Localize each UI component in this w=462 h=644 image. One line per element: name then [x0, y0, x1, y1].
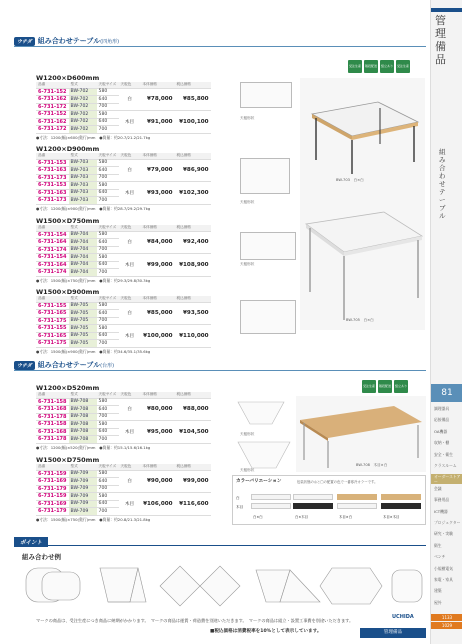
table-illustration: [300, 78, 425, 180]
table-row: 6-731-172 BW-702 700: [36, 126, 211, 134]
tabletop-shape-2: [240, 158, 290, 194]
section-title: 組み合わせテーブル(四角形): [37, 37, 120, 45]
sidebar-item[interactable]: 調理器具: [434, 406, 450, 411]
spec-note: ●寸法：1200(幅)×520(奥行)mm ●質量：約15.1/15.6/16.1kg: [36, 445, 151, 450]
color-variation-title: カラーバリエーション: [236, 479, 282, 484]
sidebar-item[interactable]: ICT機器: [434, 508, 448, 514]
photo-caption: BW-703 白×白: [336, 178, 364, 182]
color-combo-label: 白×白: [253, 515, 263, 519]
table-illustration: [296, 396, 426, 472]
color-label: 木目: [236, 505, 244, 509]
table-row: 6-731-159 BW-709 580 白 ¥90,000 ¥99,000: [36, 470, 211, 478]
sidebar-item[interactable]: OA機器: [434, 428, 448, 434]
spec-table: [36, 82, 211, 134]
color-swatch-wood: [381, 494, 421, 500]
size-heading: W1500×D750mm: [36, 217, 100, 225]
color-combo-label: 白×木目: [295, 515, 309, 519]
table-row: 6-731-155 BW-705 580 白 ¥85,000 ¥93,500: [36, 302, 211, 310]
table-row: 6-731-162 BW-702 640: [36, 96, 211, 104]
assembly-icon: 組立あり: [394, 380, 408, 393]
spec-table: [36, 225, 211, 277]
table-row: 6-731-168 BW-708 640: [36, 406, 211, 414]
table-header: 品番 型式 天板サイズ 天板色 本体価格 税込価格: [36, 225, 211, 231]
table-row: 6-731-179 BW-709 700: [36, 508, 211, 516]
color-variation-box: [232, 475, 426, 525]
tabletop-shape-1: [240, 82, 292, 108]
sidebar-item[interactable]: 収納・棚: [434, 440, 450, 446]
table-row: 6-731-154 BW-704 580 木目 ¥99,000 ¥108,900: [36, 254, 211, 262]
table-header: 品番 型式 天板サイズ 天板色 本体価格 税込価格: [36, 296, 211, 302]
size-heading: W1200×D600mm: [36, 74, 100, 82]
product-photo-square-1: [300, 78, 425, 180]
sidebar-item[interactable]: 会議: [434, 485, 442, 491]
table-row: 6-731-158 BW-708 580 木目 ¥95,000 ¥104,500: [36, 421, 211, 429]
color-combo-label: 木目×木目: [383, 515, 400, 519]
made-to-order-icon: 受注生産: [348, 60, 362, 73]
spec-note: ●寸法：1200(幅)×600(奥行)mm ●質量：約20.7/21.2/21.7kg: [36, 135, 151, 140]
color-swatch-white: [337, 503, 377, 509]
sidebar-item[interactable]: 研究・実験: [434, 531, 453, 537]
table-row: 6-731-158 BW-708 580 白 ¥80,000 ¥88,000: [36, 398, 211, 406]
section-header-trapezoid: [14, 360, 426, 371]
table-row: 6-731-159 BW-709 580 木目 ¥106,000 ¥116,600: [36, 493, 211, 501]
table-row: 6-731-169 BW-709 640: [36, 478, 211, 486]
color-swatch-white: [251, 503, 291, 509]
sidebar-item[interactable]: 事務用品: [434, 497, 450, 503]
table-row: 6-731-152 BW-702 580 白 ¥78,000 ¥85,800: [36, 88, 211, 96]
made-to-order-icon: 受注生産: [396, 60, 410, 73]
sidebar: [430, 0, 462, 644]
sidebar-item[interactable]: 安全・衛生: [434, 451, 453, 457]
table-row: 6-731-174 BW-704 700: [36, 246, 211, 254]
table-row: 6-731-179 BW-709 700: [36, 485, 211, 493]
page-range: 1029: [431, 622, 462, 629]
table-illustration: [300, 180, 425, 330]
point-bar: [14, 537, 426, 546]
point-tag: ポイント: [14, 537, 48, 547]
feature-icons: [362, 380, 408, 393]
tabletop-shape-3: [240, 232, 296, 260]
sidebar-item[interactable]: オーダーストアー: [431, 474, 462, 484]
table-row: 6-731-165 BW-705 640: [36, 332, 211, 340]
tabletop-label: 天板形状: [240, 432, 255, 436]
sidebar-accent: [431, 8, 462, 12]
product-photo-trapezoid: [296, 396, 426, 472]
color-combo-label: 木目×白: [339, 515, 353, 519]
tabletop-label: 天板形状: [240, 468, 255, 472]
sidebar-subtitle: 組み合わせテーブル: [439, 148, 446, 220]
tabletop-label: 天板形状: [240, 262, 255, 266]
feature-icons: [348, 60, 410, 73]
tax-note: ■税込価格は消費税率を10%として表示しています。: [210, 629, 322, 634]
spec-note: ●寸法：1500(幅)×750(奥行)mm ●質量：約29.3/29.8/30.3kg: [36, 278, 151, 283]
sidebar-item[interactable]: 建築: [434, 588, 442, 594]
sidebar-item[interactable]: 家電・家具: [434, 577, 453, 582]
sidebar-title: 管理備品: [435, 14, 446, 66]
table-row: 6-731-172 BW-702 700: [36, 103, 211, 111]
tabletop-shape-4: [240, 300, 296, 334]
section-header-square: [14, 36, 426, 47]
table-row: 6-731-178 BW-708 700: [36, 413, 211, 421]
sidebar-item[interactable]: 衛生: [434, 542, 442, 548]
color-swatch-white: [251, 494, 291, 500]
section-title: 組み合わせテーブル(台形): [37, 361, 115, 369]
color-swatch-white: [293, 494, 333, 500]
size-heading: W1200×D900mm: [36, 145, 100, 153]
made-to-order-icon: 受注生産: [362, 380, 376, 393]
spec-note: ●寸法：1200(幅)×900(奥行)mm ●質量：約28.7/29.2/29.7kg: [36, 206, 151, 211]
table-row: 6-731-153 BW-703 580 木目 ¥93,000 ¥102,300: [36, 182, 211, 190]
table-row: 6-731-178 BW-708 700: [36, 436, 211, 444]
product-photo-square-2: [300, 180, 425, 330]
table-row: 6-731-164 BW-704 640: [36, 239, 211, 247]
table-header: 品番 型式 天板サイズ 天板色 本体価格 税込価格: [36, 153, 211, 159]
sidebar-item[interactable]: 小規模電気: [434, 565, 453, 571]
spec-table: [36, 153, 211, 205]
spec-note: ●寸法：1500(幅)×900(奥行)mm ●質量：約34.6/35.1/35.6kg: [36, 349, 151, 354]
footer-legend: マークの商品は、受注生産につき商品に納期がかかります。 マークの商品は運賃・荷造費を別途いただきます。 マークの商品は組立・設置工事費を別途いただきます。: [36, 618, 354, 623]
tabletop-shape-5: [236, 398, 286, 428]
sidebar-item[interactable]: プロジェクター: [434, 520, 461, 525]
footer-band: 管理備品: [360, 628, 426, 638]
table-header: 品番 型式 天板サイズ 天板色 本体価格 税込価格: [36, 392, 211, 398]
table-row: 6-731-163 BW-703 640: [36, 189, 211, 197]
spec-note: ●寸法：1500(幅)×750(奥行)mm ●質量：約20.8/21.3/21.8kg: [36, 517, 151, 522]
color-variation-desc: 包装状態の◎と□の配置の色で一番寒冷カラーです。: [297, 480, 378, 484]
tabletop-label: 天板形状: [240, 116, 255, 120]
color-swatch-wood: [337, 494, 377, 500]
table-row: 6-731-175 BW-705 700: [36, 340, 211, 348]
tabletop-shape-6: [236, 438, 292, 472]
spec-table: [36, 392, 211, 444]
table-row: 6-731-169 BW-709 640: [36, 500, 211, 508]
stair-delivery-icon: 階段配送: [364, 60, 378, 73]
table-row: 6-731-165 BW-705 640: [36, 310, 211, 318]
table-row: 6-731-173 BW-703 700: [36, 197, 211, 205]
table-row: 6-731-163 BW-703 640: [36, 167, 211, 175]
page-number: 81: [431, 384, 462, 402]
color-swatch-dark: [293, 503, 333, 509]
table-header: 品番 型式 天板サイズ 天板色 本体価格 税込価格: [36, 82, 211, 88]
size-heading: W1500×D750mm: [36, 456, 100, 464]
tabletop-label: 天板形状: [240, 200, 255, 204]
combination-examples: [20, 562, 426, 610]
table-row: 6-731-153 BW-703 580 白 ¥79,000 ¥86,900: [36, 159, 211, 167]
assembly-icon: 組立あり: [380, 60, 394, 73]
table-row: 6-731-164 BW-704 640: [36, 261, 211, 269]
table-row: 6-731-154 BW-704 580 白 ¥84,000 ¥92,400: [36, 231, 211, 239]
photo-caption: BW-705 白×白: [346, 318, 374, 322]
table-row: 6-731-173 BW-703 700: [36, 174, 211, 182]
brand-logo: ウチダ: [14, 37, 35, 46]
spec-table: [36, 464, 211, 516]
page-range: 1133: [431, 614, 462, 621]
color-swatch-dark: [381, 503, 421, 509]
uchida-logo: UCHIDA: [392, 614, 414, 620]
table-row: 6-731-152 BW-702 580 木目 ¥91,000 ¥100,100: [36, 111, 211, 119]
sidebar-item[interactable]: 屋外: [434, 599, 442, 605]
table-row: 6-731-175 BW-705 700: [36, 317, 211, 325]
combination-heading: 組み合わせ例: [22, 553, 61, 561]
table-row: 6-731-162 BW-702 640: [36, 118, 211, 126]
color-label: 白: [236, 496, 240, 500]
size-heading: W1200×D520mm: [36, 384, 100, 392]
sidebar-item[interactable]: クラスルーム: [434, 463, 457, 468]
sidebar-item[interactable]: ベンチ: [434, 554, 446, 560]
table-row: 6-731-174 BW-704 700: [36, 269, 211, 277]
sidebar-item[interactable]: 応接備品: [434, 417, 450, 423]
table-row: 6-731-168 BW-708 640: [36, 428, 211, 436]
photo-caption: BW-708 木目×白: [356, 463, 388, 467]
table-row: 6-731-155 BW-705 580 木目 ¥100,000 ¥110,000: [36, 325, 211, 333]
table-header: 品番 型式 天板サイズ 天板色 本体価格 税込価格: [36, 464, 211, 470]
brand-logo: ウチダ: [14, 361, 35, 370]
size-heading: W1500×D900mm: [36, 288, 100, 296]
stair-delivery-icon: 階段配送: [378, 380, 392, 393]
spec-table: [36, 296, 211, 348]
